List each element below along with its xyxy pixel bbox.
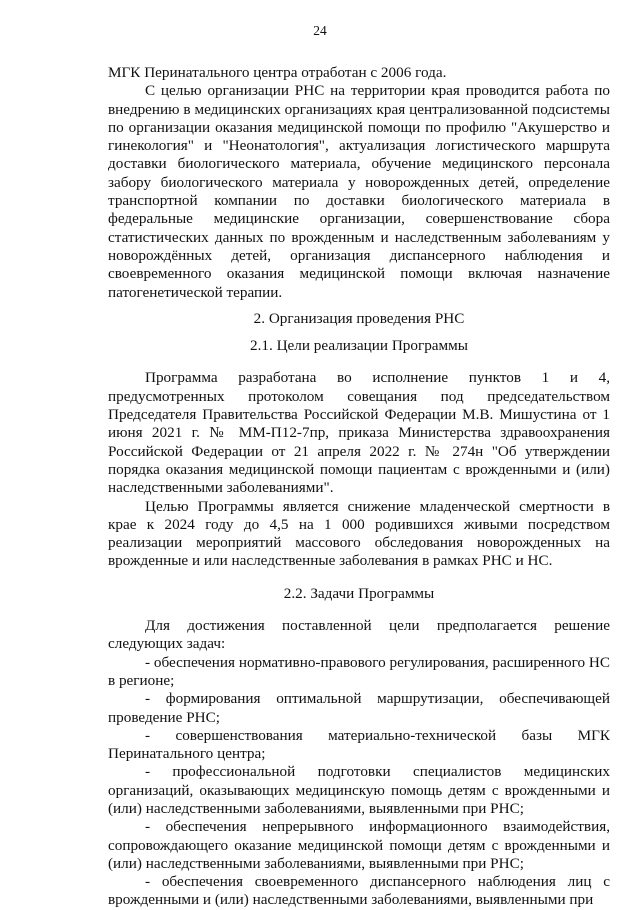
list-item: - обеспечения своевременного диспансерного наблюдения лиц с врожденными и (или) наследственными заболеваниями, выявленными при bbox=[108, 873, 610, 909]
paragraph: Для достижения поставленной цели предполагается решение следующих задач: bbox=[108, 617, 610, 653]
paragraph: Целью Программы является снижение младенческой смертности в крае к 2024 году до 4,5 на 1 000 родившихся живыми посредством реализации мероприятий массового обследования новорожденных на врожденные и или наследственные заболевания в рамках РНС и НС. bbox=[108, 497, 610, 570]
paragraph: Программа разработана во исполнение пунктов 1 и 4, предусмотренных протоколом совещания под председательством Председателя Правительства Российской Федерации М.В. Мишустина от 1 июня 2021 г. № ММ-П12-7пр, приказа Министерства здравоохранения Российской Федерации от 21 апреля 2022 г. № 274н "Об утверждении порядка оказания медицинской помощи пациентам с врожденными и (или) наследственными заболеваниями". bbox=[108, 369, 610, 497]
list-item: - обеспечения нормативно-правового регулирования, расширенного НС в регионе; bbox=[108, 653, 610, 689]
list-item: - формирования оптимальной маршрутизации, обеспечивающей проведение РНС; bbox=[108, 690, 610, 726]
list-item: - профессиональной подготовки специалистов медицинских организаций, оказывающих медицинскую помощь детям с врожденными и (или) наследственными заболеваниями, выявленными при РНС; bbox=[108, 763, 610, 817]
document-body bbox=[108, 64, 610, 910]
list-item: - совершенствования материально-технической базы МГК Перинатального центра; bbox=[108, 726, 610, 763]
paragraph: С целью организации РНС на территории края проводится работа по внедрению в медицинских организациях края централизованной подсистемы по организации оказания медицинской помощи по профилю "Акушерство и гинекология" и "Неонатология", актуализация логистического маршрута доставки биологического материала, обучение медицинского персонала забору биологического материала у новорожденных детей, определение транспортной компании по доставки биологического материала в федеральные медицинские организации, совершенствование сбора статистических данных по врожденным и наследственным заболеваниям у новорождённых детей, организация диспансерного наблюдения и своевременного оказания медицинской помощи включая назначение патогенетической терапии. bbox=[108, 82, 610, 301]
list-item: - обеспечения непрерывного информационного взаимодействия, сопровождающего оказание медицинской помощи детям с врожденными и (или) наследственными заболеваниями, выявленными при РНС; bbox=[108, 818, 610, 872]
section-heading: 2. Организация проведения РНС bbox=[253, 309, 465, 327]
subsection-heading: 2.2. Задачи Программы bbox=[283, 584, 435, 602]
subsection-heading: 2.1. Цели реализации Программы bbox=[250, 337, 468, 355]
page-number: 24 bbox=[313, 23, 327, 38]
paragraph: МГК Перинатального центра отработан с 2006 года. bbox=[108, 64, 447, 81]
